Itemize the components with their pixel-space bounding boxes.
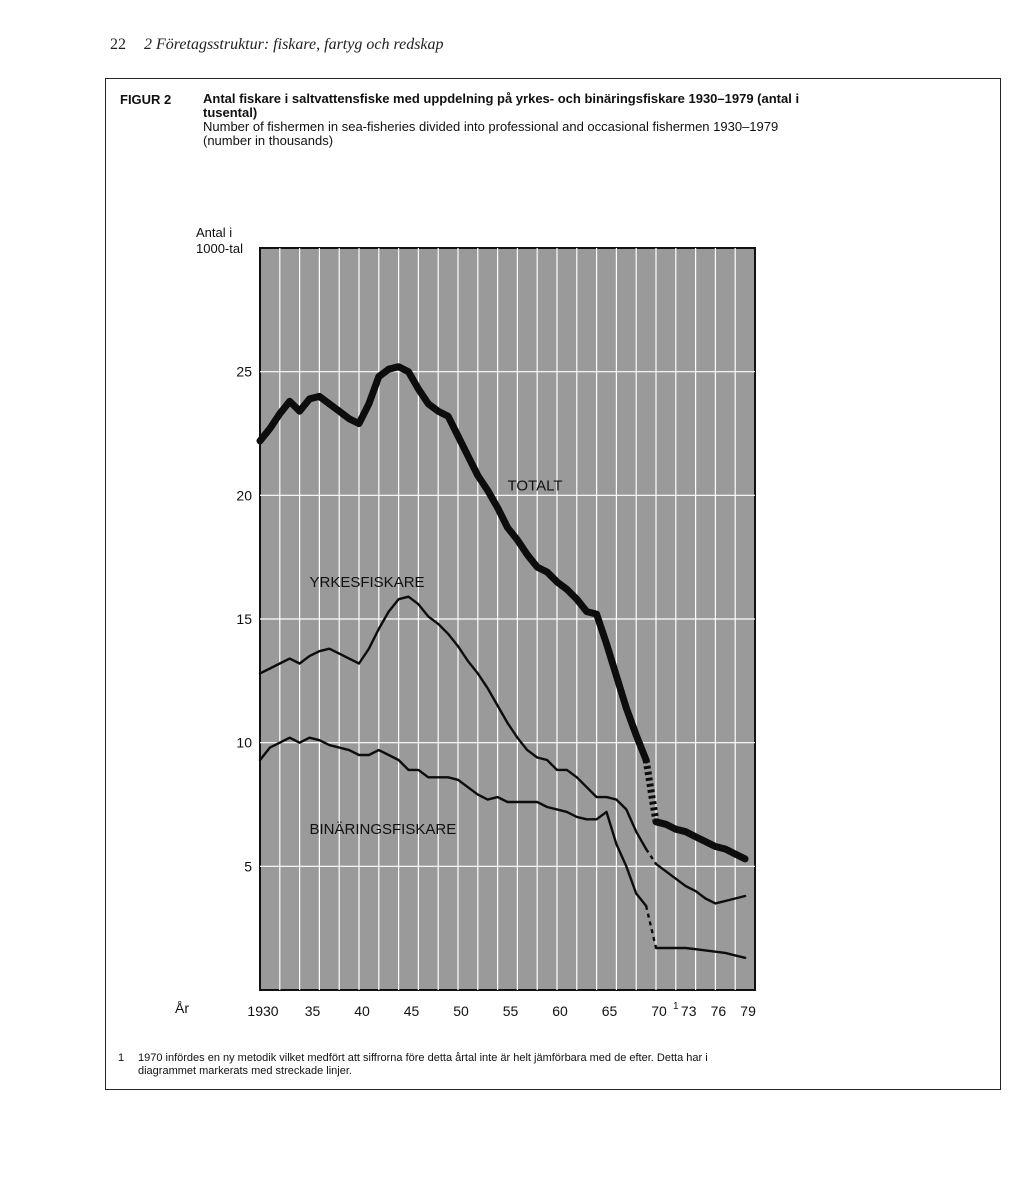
footnote (118, 1052, 758, 1078)
x-tick-label: 45 (403, 1003, 420, 1019)
running-head: 2 Företagsstruktur: fiskare, fartyg och redskap (144, 36, 444, 53)
page-number: 22 (110, 36, 126, 53)
x-tick-label: 1930 (247, 1003, 279, 1019)
x-tick-footnote-marker: 1 (673, 1001, 679, 1012)
x-tick-label: 65 (601, 1003, 618, 1019)
x-tick-label: 55 (502, 1003, 519, 1019)
x-axis-label: År (175, 1000, 189, 1016)
x-tick-label: 76 (710, 1003, 727, 1019)
y-axis-label-text: Antal i 1000-tal (196, 225, 243, 256)
y-tick-label: 5 (244, 858, 252, 875)
x-tick-label: 70 (651, 1003, 667, 1019)
footnote-marker: 1 (118, 1052, 125, 1064)
series-label: YRKESFISKARE (309, 573, 425, 591)
x-tick-label: 50 (453, 1003, 469, 1019)
figure-title-english: Number of fishermen in sea-fisheries divided into professional and occasional fishermen 1930–1979 (number in thousands) (203, 119, 779, 148)
x-tick-label: 40 (354, 1003, 370, 1019)
series-label: BINÄRINGSFISKARE (309, 821, 457, 839)
figure-title-swedish: Antal fiskare i saltvattensfiske med uppdelning på yrkes- och binäringsfiskare 1930–1979 (antal i tusental) (203, 91, 800, 120)
y-tick-label: 25 (236, 363, 252, 380)
figure-label: FIGUR 2 (120, 92, 172, 107)
x-tick-label: 73 (680, 1003, 697, 1019)
y-tick-label: 10 (236, 734, 252, 751)
x-tick-label: 79 (740, 1003, 756, 1019)
x-tick-label: 60 (552, 1003, 568, 1019)
x-tick-label: 35 (304, 1003, 321, 1019)
footnote-text: 1970 infördes en ny metodik vilket medfört att siffrorna före detta årtal inte är helt jämförbara med de efter. Detta har i diagrammet markerats med streckade linjer. (138, 1052, 708, 1077)
y-tick-label: 20 (236, 487, 252, 504)
series-label: TOTALT (507, 477, 563, 495)
y-tick-label: 15 (236, 611, 252, 627)
